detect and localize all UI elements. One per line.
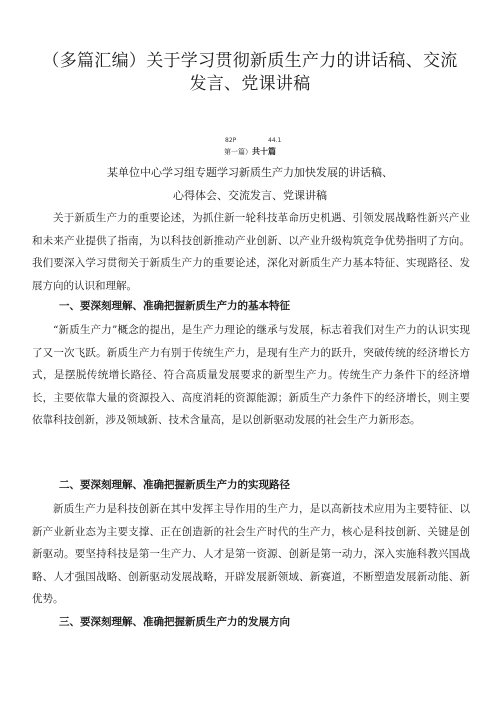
article-subtitle-line1: 某单位中心学习组专题学习新质生产力加快发展的讲话稿、 — [107, 166, 393, 179]
article-subtitle-line2: 心得体会、交流发言、党课讲稿 — [173, 189, 327, 202]
section-1-paragraph: “新质生产力”概念的提出，是生产力理论的继承与发展，标志着我们对生产力的认识实现了又一次飞跃。新质生产力有别于传统生产力，是现有生产力的跃升，突破传统的经济增长方式，是摆脱传统增长路径、符合高质量发展要求的新型生产力。传统生产力条件下的经济增长，主要依靠大量的资源投入、高度消耗的资源能源；新质生产力条件下的经济增长，则主要依靠科技创新，涉及领域新、技术含量高，是以创新驱动发展的社会生产力新形态。 — [32, 324, 470, 426]
meta-right: 44.1 — [268, 137, 282, 144]
section-2-paragraph: 新质生产力是科技创新在其中发挥主导作用的生产力，是以高新技术应用为主要特征、以新产业新业态为主要支撑、正在创造新的社会生产时代的生产力，核心是科技创新、关键是创新驱动。要坚持科技是第一生产力、人才是第一资源、创新是第一动力，深入实施科教兴国战略、人才强国战略、创新驱动发展战略，开辟发展新领域、新赛道，不断塑造发展新动能、新优势。 — [32, 503, 470, 605]
section-heading-2: 二、要深刻理解、准确把握新质生产力的实现路径 — [59, 479, 290, 491]
intro-paragraph: 关于新质生产力的重要论述，为抓住新一轮科技革命历史机遇、引领发展战略性新兴产业和未来产业提供了指南，为以科技创新推动产业创新、以产业升级构筑竞争优势指明了方向。我们要深入学习贯彻关于新质生产力的重要论述，深化对新质生产力基本特征、实现路径、发展方向的认识和理解。 — [32, 212, 470, 292]
document-title: （多篇汇编）关于学习贯彻新质生产力的讲话稿、交流发言、党课讲稿 — [42, 51, 458, 94]
section-heading-3: 三、要深刻理解、准确把握新质生产力的发展方向 — [59, 616, 290, 628]
meta-left: 82P — [225, 137, 237, 144]
series-caption — [0, 146, 500, 157]
caption-prefix: 第一篇） — [224, 148, 252, 156]
caption-bold: 共十篇 — [252, 147, 276, 156]
section-heading-1: 一、要深刻理解、准确把握新质生产力的基本特征 — [59, 300, 290, 312]
